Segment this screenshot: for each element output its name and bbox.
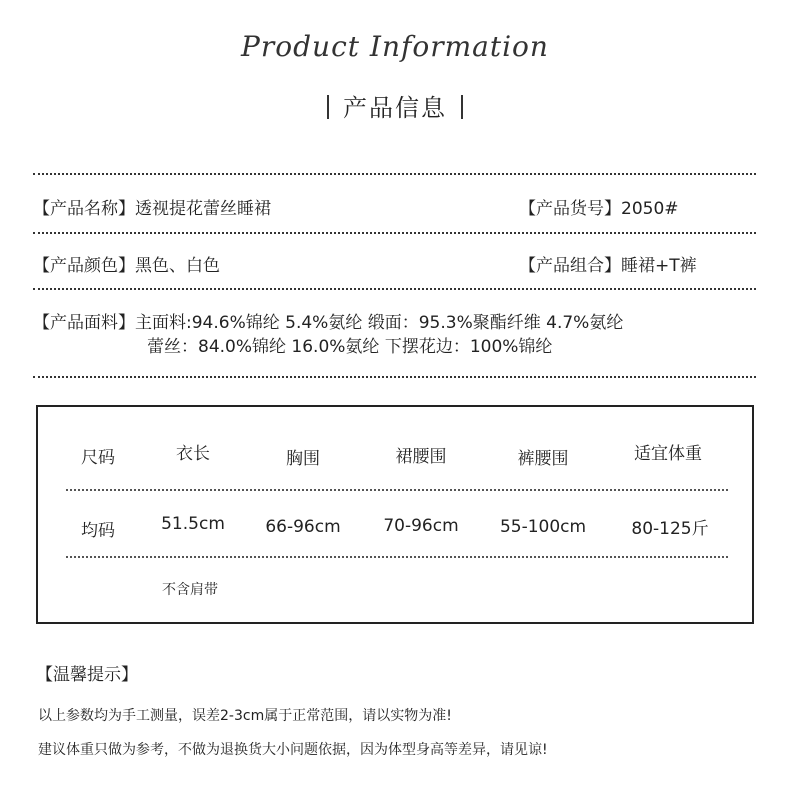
cell-skirt-waist: 70-96cm [383,516,459,536]
product-sku [519,194,679,219]
header-size: 尺码 [81,448,115,468]
cell-length: 51.5cm [161,514,225,534]
product-name-value: 透视提花蕾丝睡裙 [135,199,271,219]
header-brief-waist: 裤腰围 [517,449,569,469]
page-title-text: 产品信息 [343,94,447,122]
product-fabric-line2: 蕾丝：84.0%锦纶 16.0%氨纶 下摆花边：100%锦纶 [147,337,553,357]
divider [33,173,756,175]
header-weight: 适宜体重 [634,444,702,464]
divider [33,376,756,378]
header-length: 衣长 [176,444,210,464]
product-fabric-label: 【产品面料】 [33,313,135,333]
product-name [33,194,271,219]
product-name-label: 【产品名称】 [33,199,135,219]
table-divider [66,489,728,491]
script-title: Product Information [241,30,549,63]
tips-title: 【温馨提示】 [36,665,138,685]
title-bar-left [327,95,329,119]
divider [33,288,756,290]
size-table [36,405,754,624]
tips-line-2: 建议体重只做为参考，不做为退换货大小问题依据，因为体型身高等差异，请见谅! [38,742,548,758]
header-bust: 胸围 [286,449,320,469]
cell-weight: 80-125斤 [631,519,709,539]
product-sku-value: 2050# [621,199,679,219]
product-combo-label: 【产品组合】 [519,256,621,276]
product-fabric-line1: 主面料:94.6%锦纶 5.4%氨纶 缎面：95.3%聚酯纤维 4.7%氨纶 [135,313,624,333]
divider [33,232,756,234]
tips-line-1: 以上参数均为手工测量，误差2-3cm属于正常范围，请以实物为准! [38,708,452,724]
cell-bust: 66-96cm [265,517,341,537]
product-color-value: 黑色、白色 [135,256,220,276]
product-fabric [33,308,623,333]
product-combo-value: 睡裙+T裤 [621,256,697,276]
product-combo [519,251,697,276]
product-color [33,251,220,276]
product-sku-label: 【产品货号】 [519,199,621,219]
page-title [0,88,790,123]
length-note: 不含肩带 [162,582,218,598]
title-bar-right [461,95,463,119]
table-divider [66,556,728,558]
cell-size: 均码 [81,521,115,541]
cell-brief-waist: 55-100cm [499,517,587,537]
product-color-label: 【产品颜色】 [33,256,135,276]
header-skirt-waist: 裙腰围 [395,447,447,467]
